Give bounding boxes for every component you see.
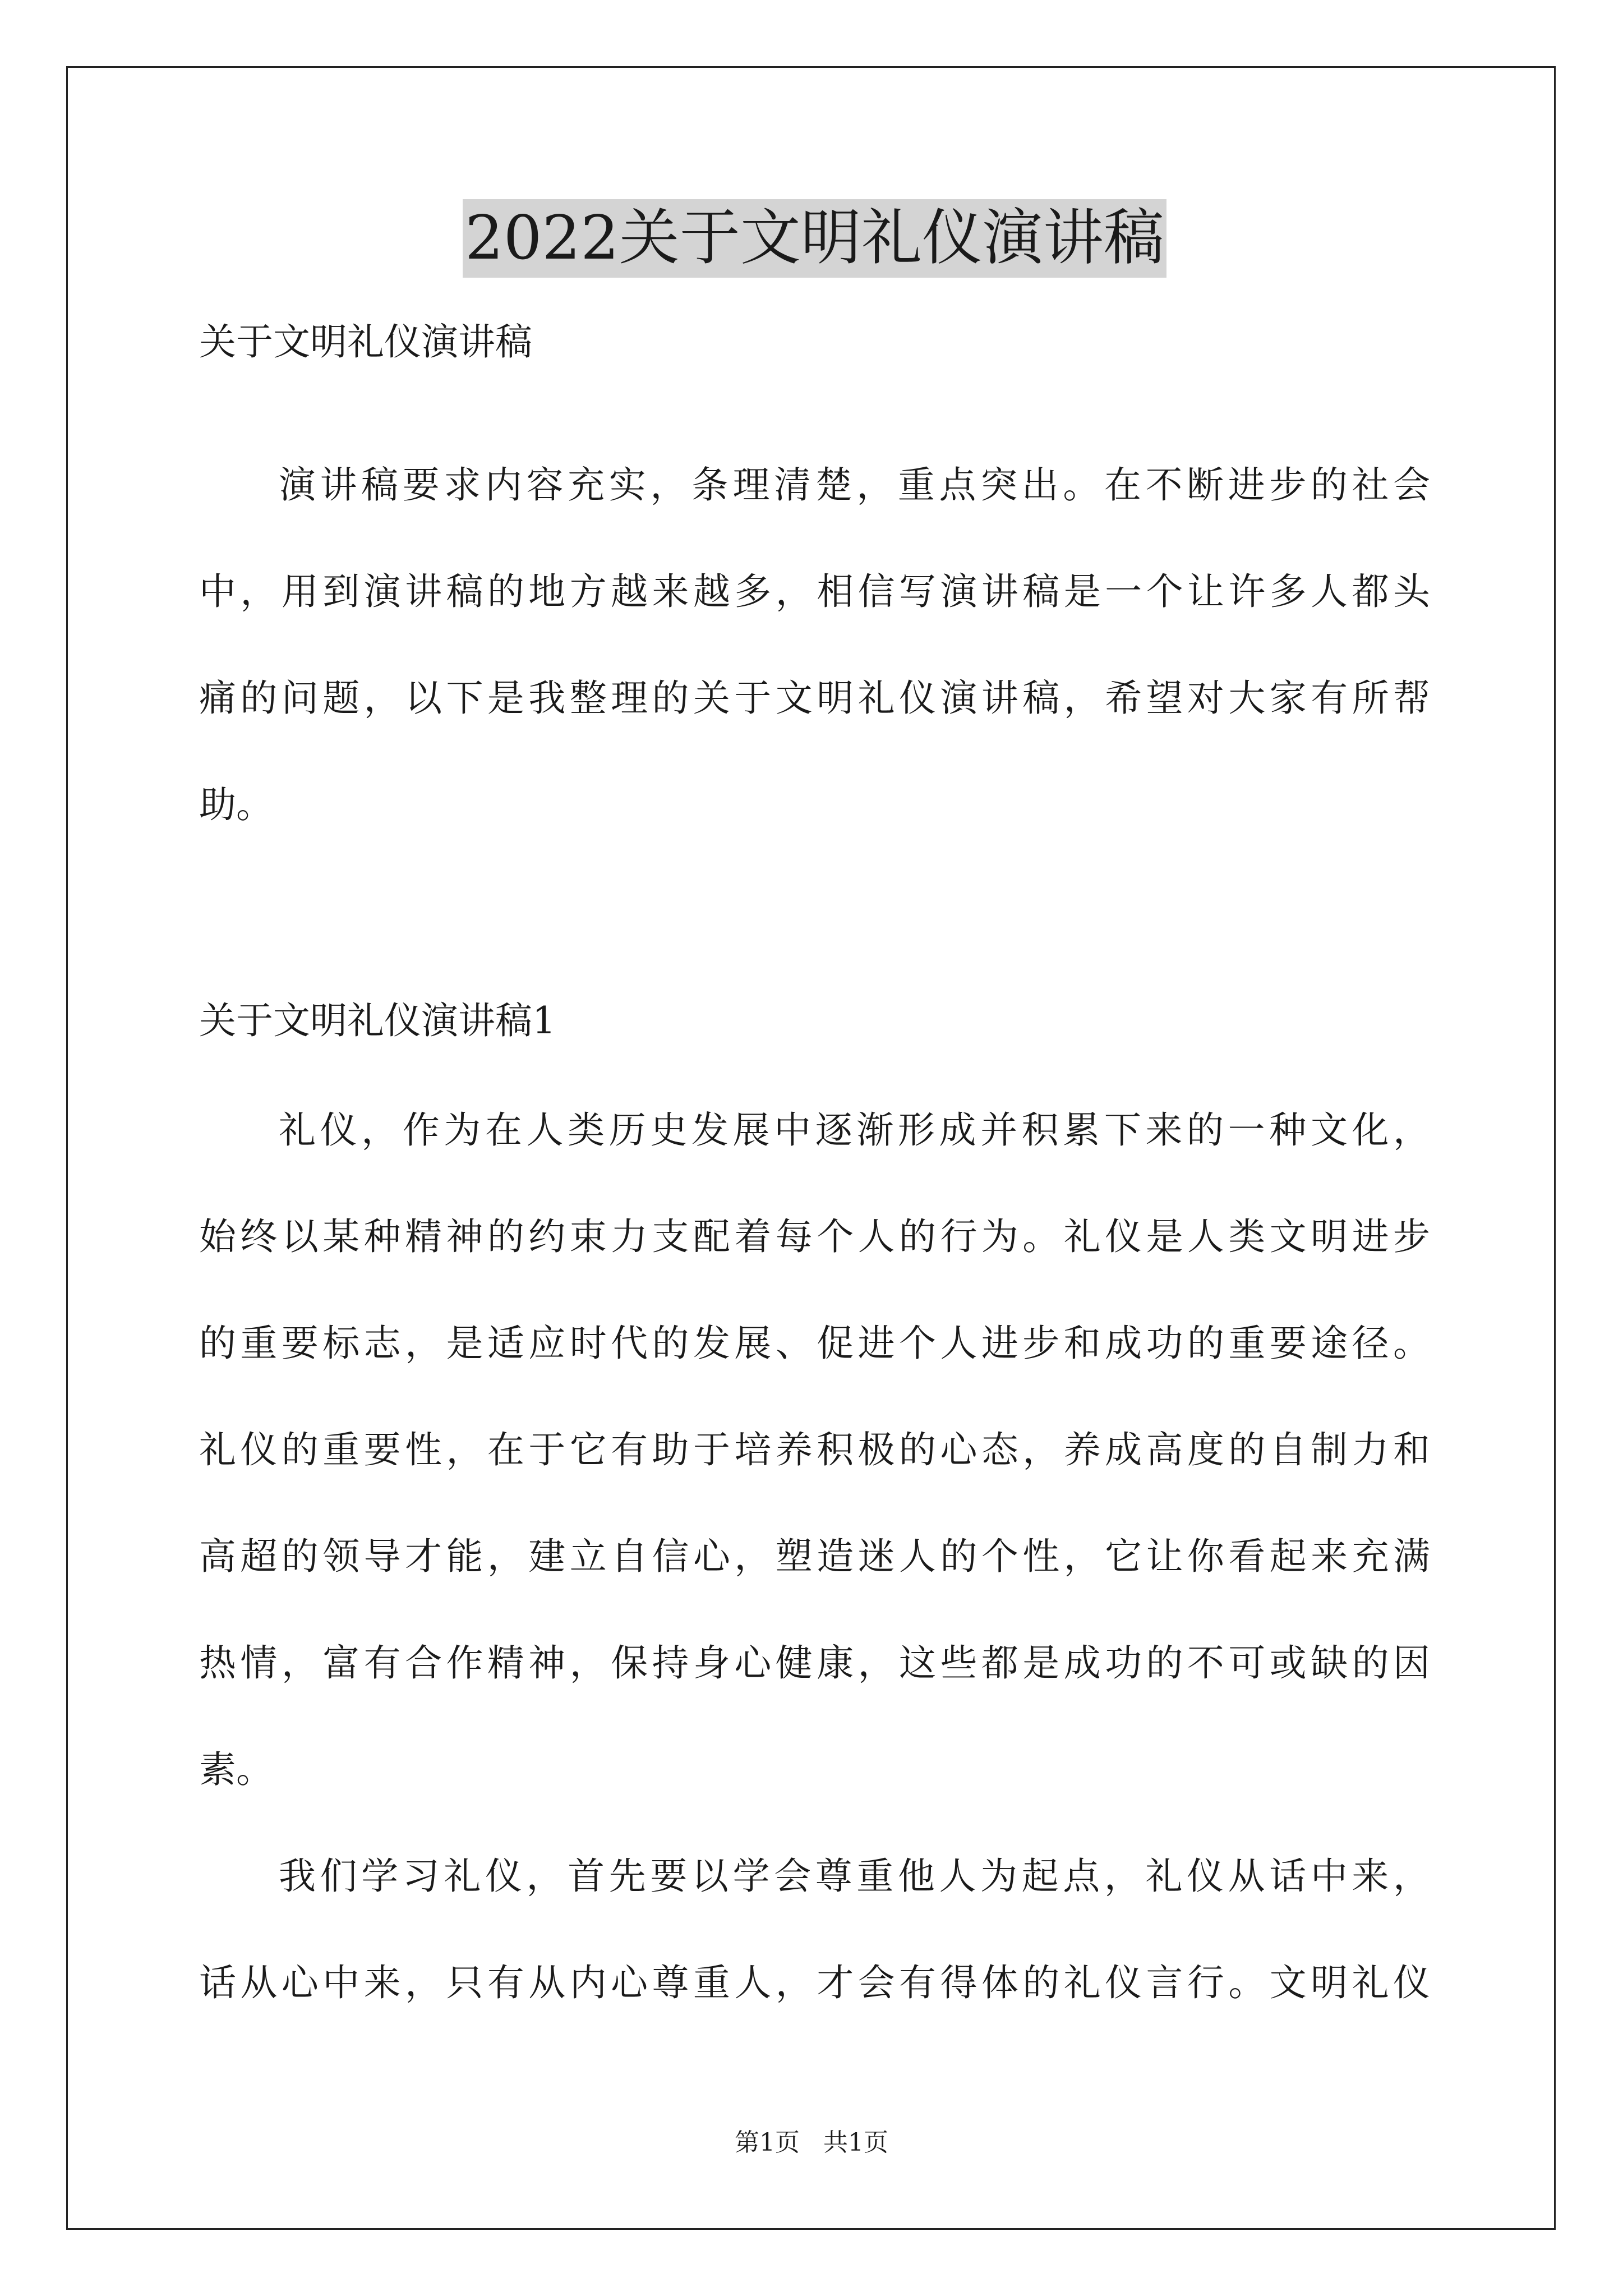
paragraph-line: 高超的领导才能，建立自信心，塑造迷人的个性，它让你看起来充满 (199, 1535, 1430, 1578)
paragraph-line: 助。 (199, 783, 273, 826)
paragraph-line: 我们学习礼仪，首先要以学会尊重他人为起点，礼仪从话中来， (279, 1855, 1430, 1898)
paragraph-line: 礼仪，作为在人类历史发展中逐渐形成并积累下来的一种文化， (279, 1108, 1430, 1152)
paragraph-line: 痛的问题，以下是我整理的关于文明礼仪演讲稿，希望对大家有所帮 (199, 677, 1430, 720)
paragraph-line: 礼仪的重要性，在于它有助于培养积极的心态，养成高度的自制力和 (199, 1428, 1430, 1471)
paragraph-line: 中，用到演讲稿的地方越来越多，相信写演讲稿是一个让许多人都头 (199, 570, 1430, 613)
section1-paragraph-1 (199, 1077, 1430, 1823)
paragraph-line: 始终以某种精神的约束力支配着每个人的行为。礼仪是人类文明进步 (199, 1215, 1430, 1258)
paragraph-line: 热情，富有合作精神，保持身心健康，这些都是成功的不可或缺的因 (199, 1641, 1430, 1685)
paragraph-line: 的重要标志，是适应时代的发展、促进个人进步和成功的重要途径。 (199, 1322, 1430, 1365)
paragraph-line: 话从心中来，只有从内心尊重人，才会有得体的礼仪言行。文明礼仪 (199, 1961, 1430, 2004)
title-container (199, 199, 1430, 278)
paragraph-line: 演讲稿要求内容充实，条理清楚，重点突出。在不断进步的社会 (279, 463, 1430, 507)
section1-heading: 关于文明礼仪演讲稿1 (199, 999, 556, 1042)
intro-heading: 关于文明礼仪演讲稿 (199, 320, 532, 364)
page-footer: 第1页 共1页 (735, 2128, 888, 2157)
paragraph-line: 素。 (199, 1748, 273, 1791)
intro-paragraph (199, 432, 1430, 858)
section1-paragraph-2 (199, 1823, 1430, 2036)
document-title: 2022关于文明礼仪演讲稿 (463, 199, 1166, 278)
